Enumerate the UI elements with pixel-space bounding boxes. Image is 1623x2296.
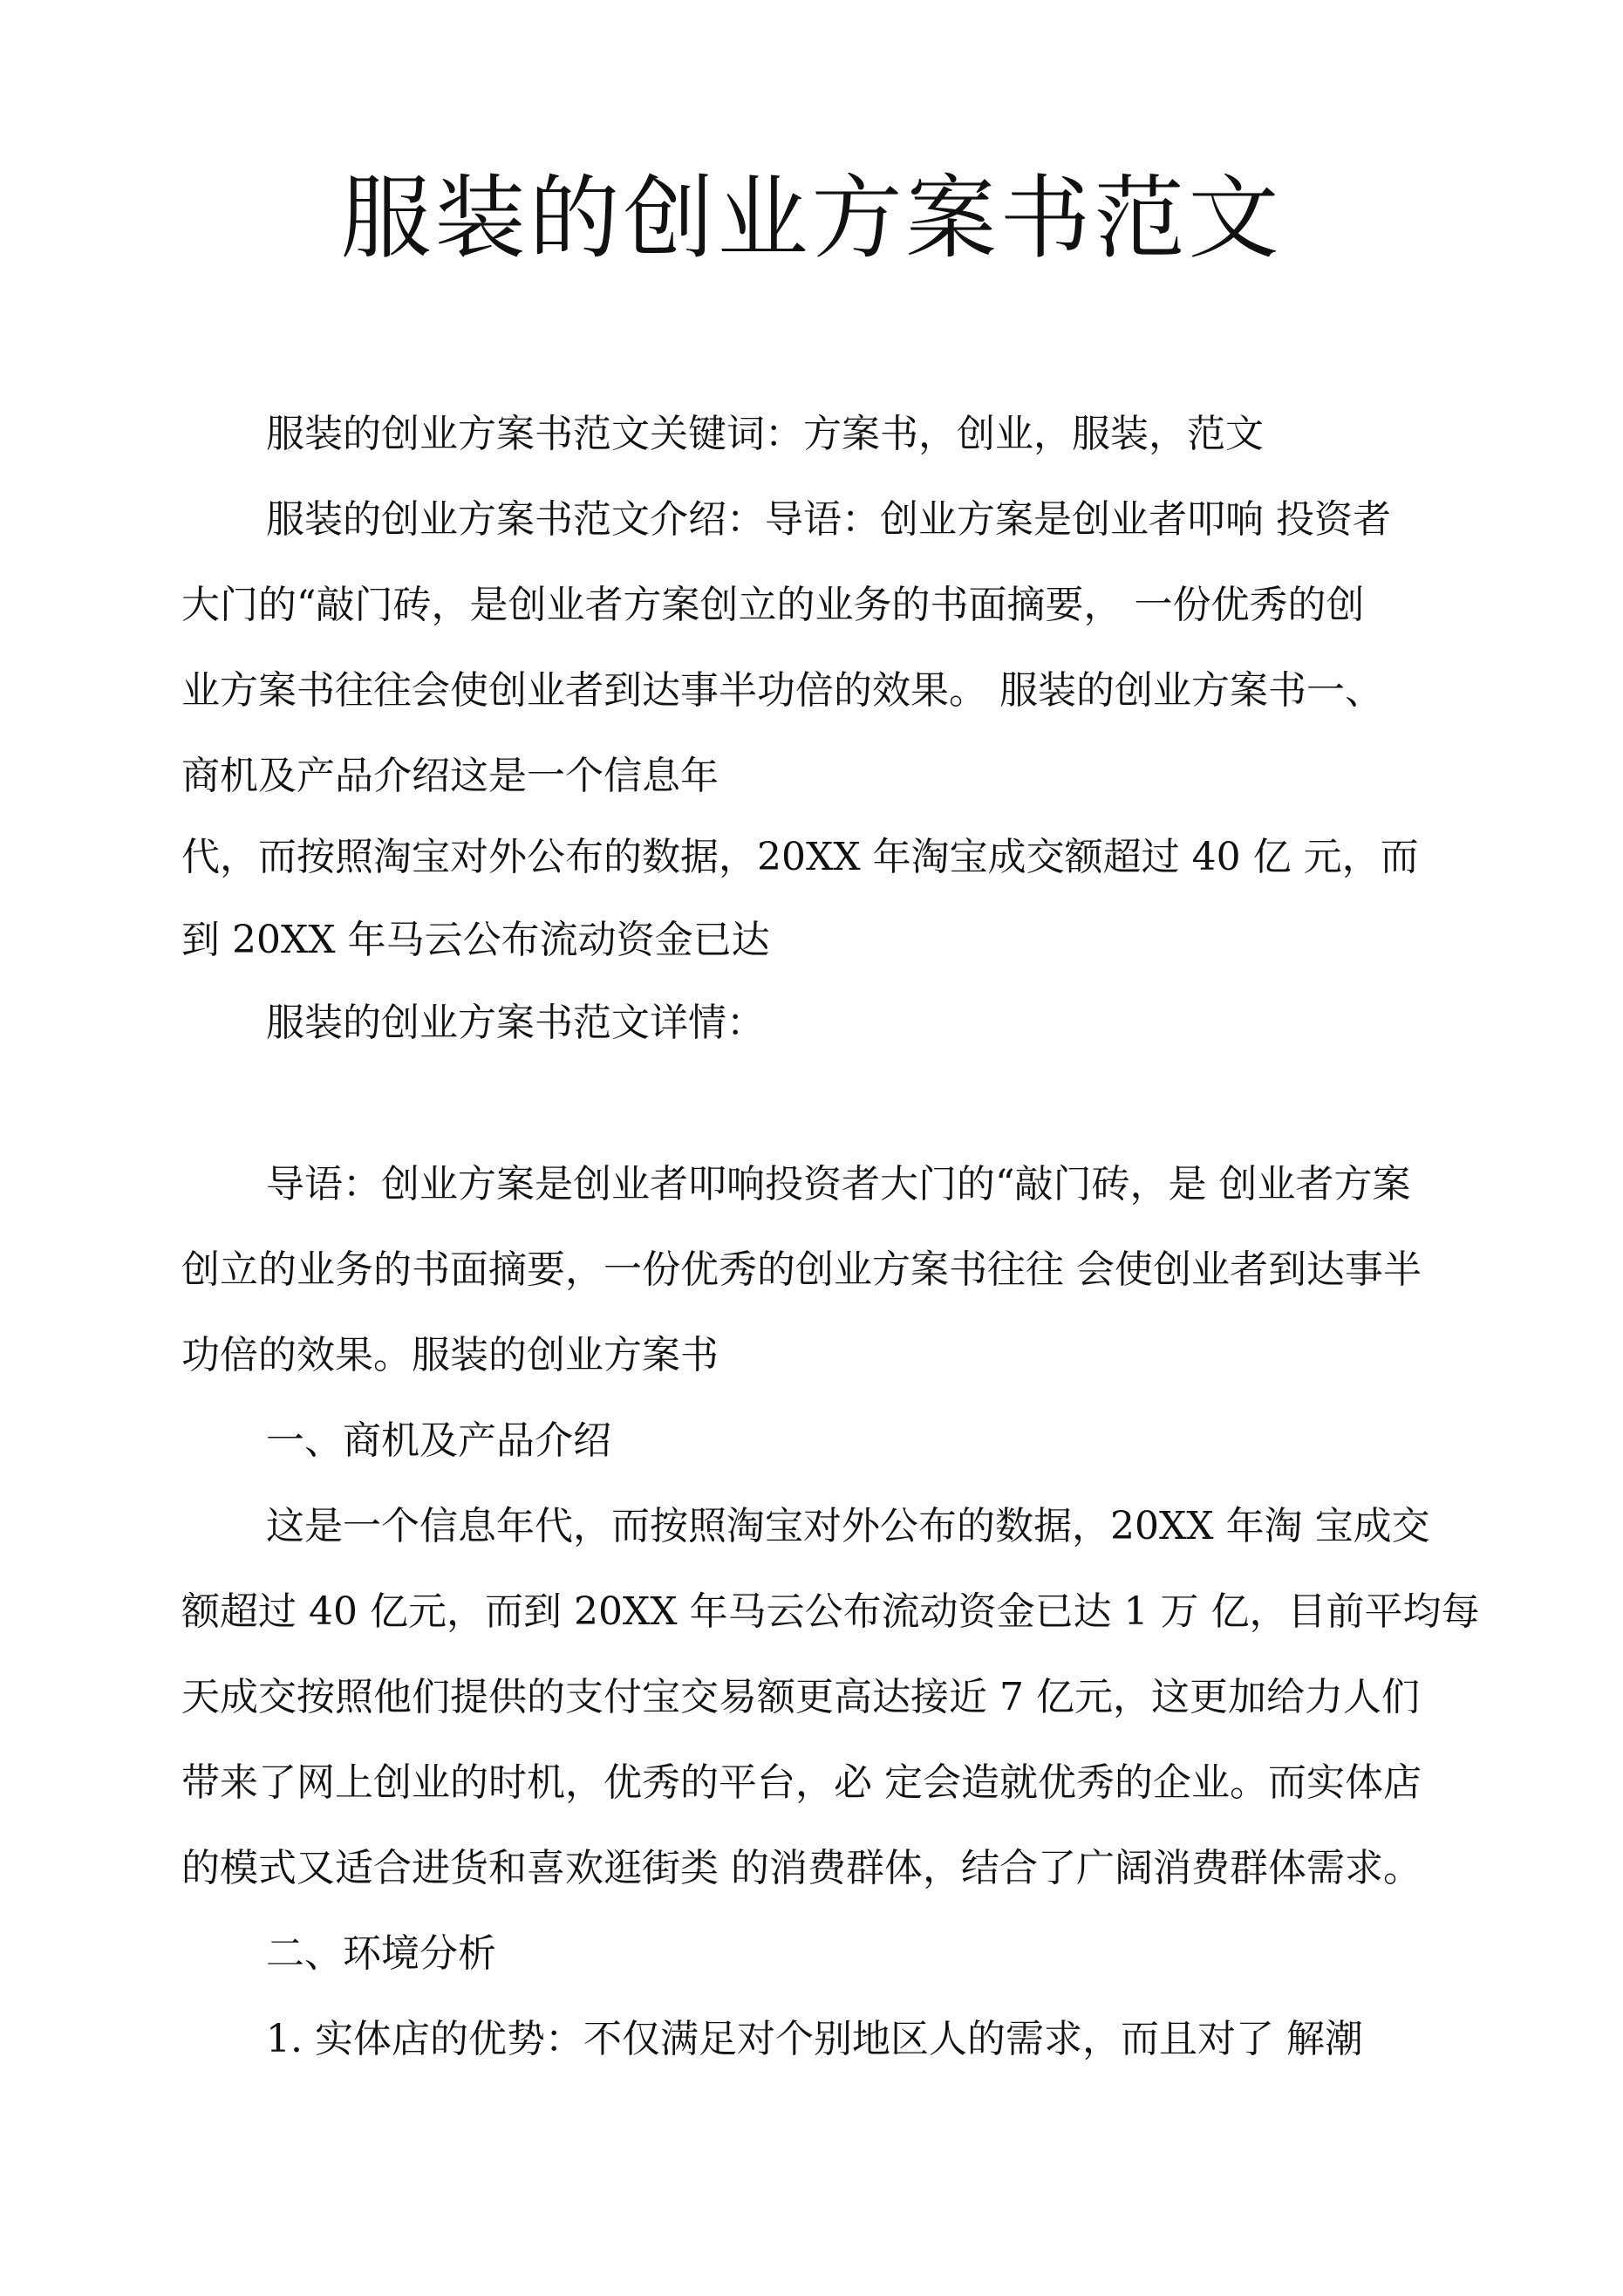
section-heading-1: 一、商机及产品介绍 bbox=[266, 1418, 611, 1463]
section-heading-2: 二、环境分析 bbox=[266, 1931, 496, 1976]
intro-line-2: 大门的“敲门砖，是创业者方案创立的业务的书面摘要， 一份优秀的创 bbox=[181, 583, 1365, 627]
body-line-1: 导语：创业方案是创业者叩响投资者大门的“敲门砖，是 创业者方案 bbox=[266, 1162, 1411, 1206]
document-title: 服装的创业方案书范文 bbox=[340, 165, 1283, 271]
details-label: 服装的创业方案书范文详情： bbox=[266, 1001, 765, 1045]
intro-line-4: 商机及产品介绍这是一个信息年 bbox=[181, 754, 719, 798]
intro-line-5: 代，而按照淘宝对外公布的数据，20XX 年淘宝成交额超过 40 亿 元，而 bbox=[181, 835, 1419, 879]
body-line-6: 天成交按照他们提供的支付宝交易额更高达接近 7 亿元，这更加给力人们 bbox=[181, 1675, 1420, 1719]
keywords-line: 服装的创业方案书范文关键词：方案书，创业，服装，范文 bbox=[266, 412, 1264, 456]
intro-line-3: 业方案书往往会使创业者到达事半功倍的效果。 服装的创业方案书一、 bbox=[181, 668, 1383, 713]
intro-line-6: 到 20XX 年马云公布流动资金已达 bbox=[181, 918, 770, 962]
body-line-3: 功倍的效果。服装的创业方案书 bbox=[181, 1333, 719, 1377]
body-line-5: 额超过 40 亿元，而到 20XX 年马云公布流动资金已达 1 万 亿，目前平均每 bbox=[181, 1589, 1480, 1634]
body-line-7: 带来了网上创业的时机，优秀的平台，必 定会造就优秀的企业。而实体店 bbox=[181, 1760, 1422, 1805]
numbered-item-1: 1. 实体店的优势：不仅满足对个别地区人的需求，而且对了 解潮 bbox=[266, 2017, 1363, 2061]
body-line-2: 创立的业务的书面摘要，一份优秀的创业方案书往往 会使创业者到达事半 bbox=[181, 1247, 1422, 1292]
body-line-8: 的模式又适合进货和喜欢逛街类 的消费群体，结合了广阔消费群体需求。 bbox=[181, 1846, 1422, 1890]
intro-line-1: 服装的创业方案书范文介绍：导语：创业方案是创业者叩响 投资者 bbox=[266, 497, 1391, 542]
body-line-4: 这是一个信息年代，而按照淘宝对外公布的数据，20XX 年淘 宝成交 bbox=[266, 1504, 1430, 1548]
